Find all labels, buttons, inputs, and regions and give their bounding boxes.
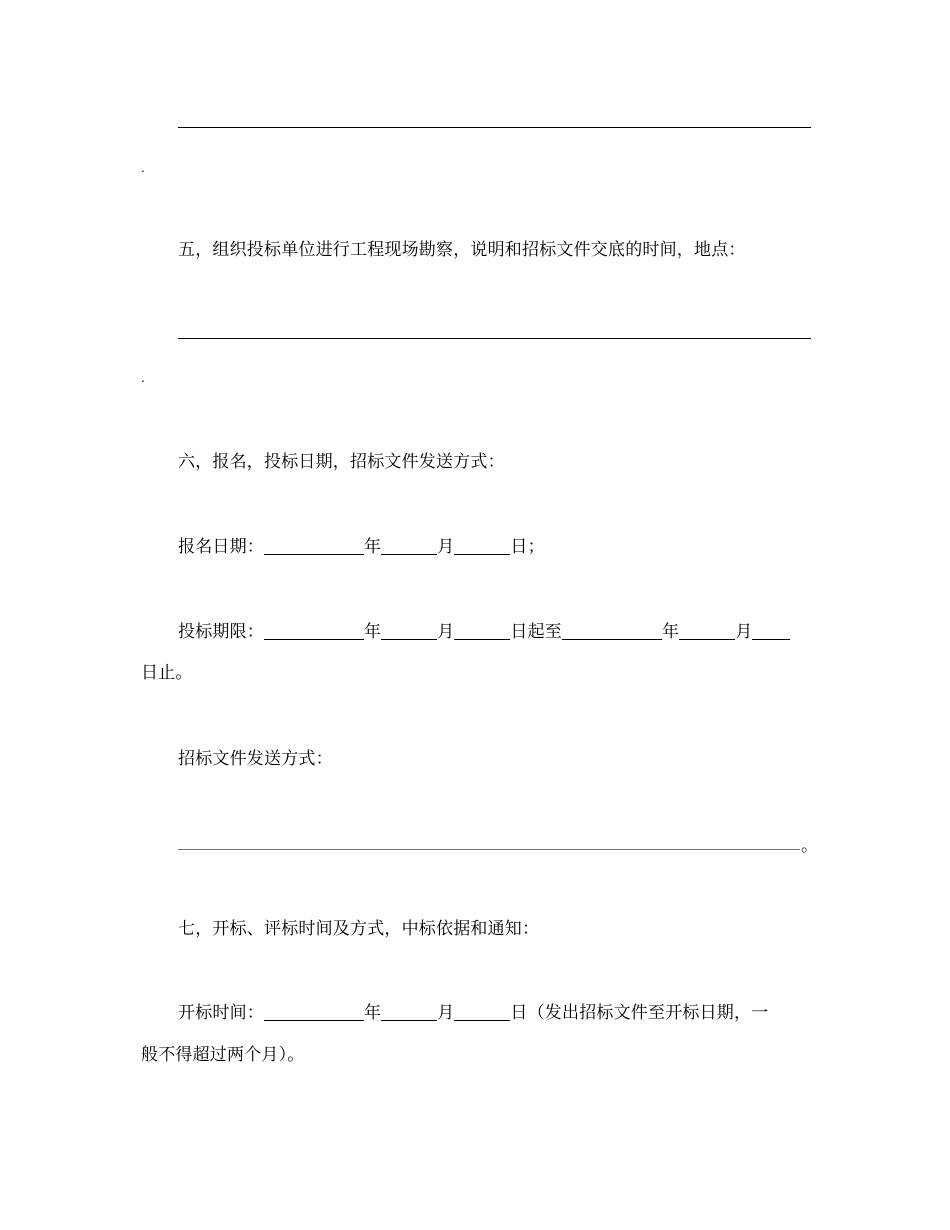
month-blank[interactable] [381, 538, 437, 555]
year-label: 年 [662, 622, 680, 642]
send-method-label: 招标文件发送方式： [178, 749, 333, 769]
month-blank[interactable] [381, 1004, 437, 1021]
year-label: 年 [364, 622, 382, 642]
year-label: 年 [364, 1003, 382, 1023]
bid-period-row [178, 621, 790, 643]
section-5-heading: 五，组织投标单位进行工程现场勘察，说明和招标文件交底的时间，地点： [178, 240, 746, 260]
year-blank[interactable] [264, 538, 364, 555]
year-label: 年 [364, 537, 382, 557]
month-label: 月 [735, 622, 753, 642]
fill-line[interactable] [178, 127, 811, 128]
month-label: 月 [437, 537, 455, 557]
section-6-heading: 六，报名，投标日期，招标文件发送方式： [178, 452, 505, 472]
registration-date-label: 报名日期： [178, 537, 264, 557]
opening-note-line1: 日（发出招标文件至开标日期，一 [510, 1003, 769, 1023]
send-method-end: 。 [801, 836, 818, 856]
section-7-heading: 七，开标、评标时间及方式，中标依据和通知： [178, 919, 540, 939]
year-blank[interactable] [264, 623, 364, 640]
send-method-line[interactable] [178, 849, 800, 850]
day-blank[interactable] [454, 623, 510, 640]
day-from-label: 日起至 [510, 622, 563, 642]
opening-time-label: 开标时间： [178, 1003, 264, 1023]
fill-line[interactable] [178, 338, 811, 339]
day-blank[interactable] [454, 1004, 510, 1021]
opening-note-line2: 般不得超过两个月）。 [141, 1045, 305, 1065]
day-label: 日； [510, 537, 545, 557]
year-blank[interactable] [264, 1004, 364, 1021]
year-blank[interactable] [562, 623, 662, 640]
day-blank[interactable] [454, 538, 510, 555]
opening-time-row [178, 1002, 768, 1024]
stray-dot: . [141, 371, 145, 385]
registration-date-row [178, 536, 545, 558]
month-blank[interactable] [381, 623, 437, 640]
month-label: 月 [437, 622, 455, 642]
stray-dot: . [141, 161, 145, 175]
bid-period-end: 日止。 [141, 663, 193, 683]
month-blank[interactable] [679, 623, 735, 640]
day-blank[interactable] [752, 623, 790, 640]
month-label: 月 [437, 1003, 455, 1023]
bid-period-label: 投标期限： [178, 622, 264, 642]
